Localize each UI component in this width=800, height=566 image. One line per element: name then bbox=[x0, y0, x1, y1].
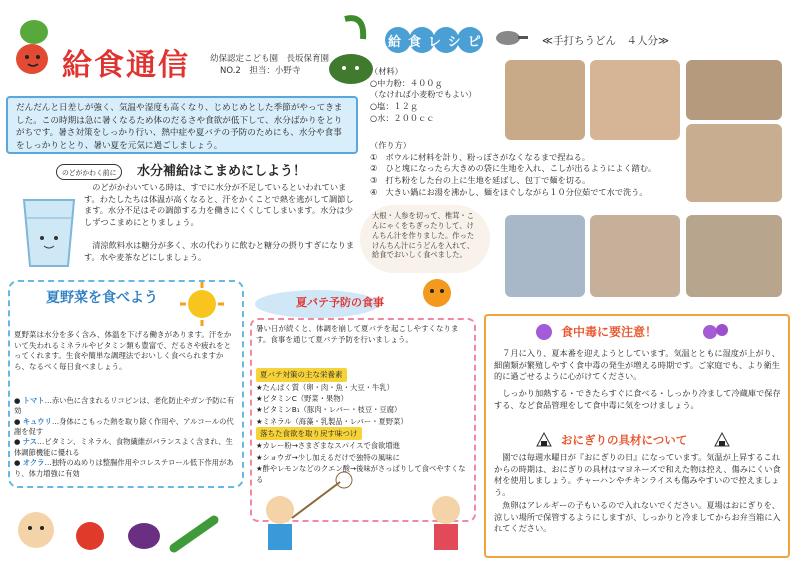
cooking-photo bbox=[590, 60, 680, 140]
onigiri-icon bbox=[536, 432, 552, 448]
recipe-note-text: 大根・人参を切って、椎茸・こんにゃくをちぎったりして、けんちん汁を作りました。作ったけんちん汁にうどんを入れて、給食でおいしく食べました。 bbox=[372, 211, 475, 260]
school-name: 幼保認定こども園 長坂保育園 bbox=[210, 54, 330, 64]
ingredient-item: ○中力粉：４００ｇ bbox=[370, 77, 443, 88]
food-poisoning-body-2: しっかり加熱する・できたらすぐに食べる・しっかり冷まして冷蔵庫で保存する、など食品管理をして食中毒に気をつけましょう。 bbox=[494, 388, 781, 410]
germ-icon bbox=[532, 320, 556, 344]
appetite-heading: 落ちた食欲を取り戻す味つけ bbox=[256, 427, 362, 441]
recipe-ingredients bbox=[370, 66, 500, 124]
recipe-steps bbox=[370, 140, 700, 198]
children-bug-catching-illustration bbox=[250, 470, 480, 560]
onigiri-body: 園では毎週水曜日が『おにぎりの日』になっています。気温が上昇するこれからの時期は、おにぎりの具材はマヨネーズで和えた物は控え、傷みにくい食材を使用しましょう。チャーハンやチキンライスも傷みやすいので控えましょう。 bbox=[494, 452, 781, 497]
vegetables-heading: 夏野菜を食べよう bbox=[46, 290, 158, 306]
sun-icon bbox=[178, 280, 226, 328]
germ-icon bbox=[700, 318, 730, 346]
intro-box bbox=[6, 96, 358, 154]
summer-body: 暑い日が続くと、体調を崩して夏バテを起こしやすくなります。食事を通じて夏バテ予防を行いましょう。 bbox=[256, 324, 459, 344]
nutrient-item: ★ミネラル（海藻・乳製品・レバー・夏野菜） bbox=[256, 416, 408, 426]
cooking-photo bbox=[590, 215, 680, 297]
water-glass-icon bbox=[18, 192, 80, 270]
nutrients-heading: 夏バテ対策の主な栄養素 bbox=[256, 368, 347, 382]
ingredient-item: ○塩：１２ｇ bbox=[370, 100, 419, 111]
sun-face-icon bbox=[414, 270, 460, 316]
appetite-item: ★酢やレモンなどのクエン酸→後味がさっぱりして食べやすくなる bbox=[256, 464, 466, 485]
water-badge: のどがかわく前に bbox=[56, 164, 122, 180]
vegetable-item: ● トマト…赤い色に含まれるリコピンは、老化防止やガン予防に有効 bbox=[14, 396, 235, 416]
recipe-step: ① ボウルに材料を計り、粉っぽさがなくなるまで捏ねる。 bbox=[370, 151, 590, 162]
recipe-step: ④ 大きい鍋にお湯を沸かし、麺をほぐしながら１０分位茹でて水で洗う。 bbox=[370, 186, 648, 197]
nutrient-item: ★ビタミンC（野菜・果物） bbox=[256, 393, 348, 403]
recipe-logo bbox=[382, 20, 494, 58]
vegetable-text: …身体にこもった熱を取り除く作用や、アルコールの代謝を促す bbox=[14, 416, 234, 437]
vegetable-character-icon bbox=[12, 14, 60, 84]
summer-nutrients bbox=[256, 368, 470, 486]
recipe-step: ② ひと塊になったら大きめの袋に生地を入れ、こしが出るようによく踏む。 bbox=[370, 163, 657, 174]
steps-heading: （作り方） bbox=[370, 140, 411, 150]
ingredient-item: （なければ小麦粉でもよい） bbox=[370, 89, 477, 100]
page-title: 給食通信 bbox=[62, 48, 190, 83]
recipe-step: ③ 打ち粉をした台の上に生地を延ばし、包丁で麺を切る。 bbox=[370, 174, 591, 185]
onigiri-icon bbox=[714, 432, 730, 448]
cooking-photo bbox=[686, 60, 782, 120]
appetite-item: ★カレー粉→さまざまなスパイスで食欲増進 bbox=[256, 441, 400, 451]
cooking-photo bbox=[686, 124, 782, 202]
vegetable-name: ナス bbox=[22, 437, 37, 447]
cooking-photo bbox=[505, 215, 585, 297]
vegetable-text: …独特のぬめりは整腸作用やコレステロール低下作用があり、体力増強に有効 bbox=[14, 458, 234, 478]
food-poisoning-heading: 食中毒に要注意！ bbox=[561, 325, 658, 339]
onigiri-body-2: 魚卵はアレルギーの子もいるので入れないでください。夏場はおにぎりを、涼しい場所で保管するようにしますが、しっかりと冷ましてからお弁当箱に入れてください。 bbox=[494, 500, 781, 534]
issue-info: NO.2 担当：小野寺 bbox=[220, 66, 301, 76]
water-body: のどがかわいている時は、すでに水分が不足しているといわれています。わたしたちは体温が高くなると、汗をかくことで熱を逃がして調節します。水分不足はその調節する力を働きにくくしてしまいます。水分は少しずつこまめにとりましょう。 bbox=[84, 182, 354, 227]
vegetable-item: ● ナス…ビタミン、ミネラル、食物繊維がバランスよく含まれ、生体調節機能に優れる bbox=[14, 437, 233, 457]
cooking-photo bbox=[505, 60, 585, 140]
water-heading: 水分補給はこまめにしよう！ bbox=[137, 164, 307, 179]
vegetables-body: 夏野菜は水分を多く含み、体温を下げる働きがあります。汗をかいて失われるミネラルやビタミン類も豊富で、だるさや疲れをとってくれます。生食や簡単な調理法でおいしく食べられますから、なるべく毎日食べましょう。 bbox=[14, 330, 232, 371]
vegetable-text: …ビタミン、ミネラル、食物繊維がバランスよく含まれ、生体調節機能に優れる bbox=[14, 437, 233, 457]
vegetable-name: オクラ bbox=[22, 458, 45, 468]
summer-heading: 夏バテ予防の食事 bbox=[296, 296, 384, 309]
vegetables-illustration bbox=[14, 500, 244, 556]
recipe-title: ≪手打ちうどん ４人分≫ bbox=[542, 35, 669, 47]
vegetable-item: ● オクラ…独特のぬめりは整腸作用やコレステロール低下作用があり、体力増強に有効 bbox=[14, 458, 234, 478]
cooking-photo bbox=[686, 215, 782, 297]
food-poisoning-body: ７月に入り、夏本番を迎えようとしています。気温とともに湿度が上がり、細菌類が繁殖しやすく食中毒の発生が増える時期です。ご家庭でも、より衛生的に過ごせるように心がけてください。 bbox=[494, 348, 780, 382]
water-body-2: 清涼飲料水は糖分が多く、水の代わりに飲むと糖分の摂りすぎになります。水や麦茶などにしましょう。 bbox=[84, 240, 355, 262]
vegetable-item: ● キュウリ…身体にこもった熱を取り除く作用や、アルコールの代謝を促す bbox=[14, 416, 234, 437]
vegetable-name: キュウリ bbox=[22, 416, 52, 426]
frying-pan-icon bbox=[494, 22, 528, 48]
appetite-item: ★ショウガ→少し加えるだけで独特の風味に bbox=[256, 452, 400, 462]
intro-text: だんだんと日差しが強く、気温や湿度も高くなり、じめじめとした季節がやってきました。この時期は急に暑くなるため体のだるさや食欲が低下して、水分ばかりをとりがちです。暑さ対策をしっかり行い、熱中症や夏バテの予防のためにも、水分や食事をしっかりととり、暑い夏を元気に過ごしましょう。 bbox=[16, 103, 343, 152]
ingredient-item: ○水：２００ｃｃ bbox=[370, 112, 435, 123]
vegetable-name: トマト bbox=[22, 396, 45, 405]
nutrient-item: ★たんぱく質（卵・肉・魚・大豆・牛乳） bbox=[256, 382, 394, 392]
recipe-logo-text: 給食レシピ bbox=[388, 35, 488, 50]
vegetables-list bbox=[14, 396, 236, 479]
nutrient-item: ★ビタミンB₁（豚肉・レバー・枝豆・豆腐） bbox=[256, 405, 402, 415]
vegetable-text: …赤い色に含まれるリコピンは、老化防止やガン予防に有効 bbox=[14, 396, 235, 416]
recipe-note bbox=[360, 205, 490, 273]
ingredients-heading: （材料） bbox=[370, 66, 403, 76]
onigiri-heading: おにぎりの具材について bbox=[561, 433, 688, 447]
